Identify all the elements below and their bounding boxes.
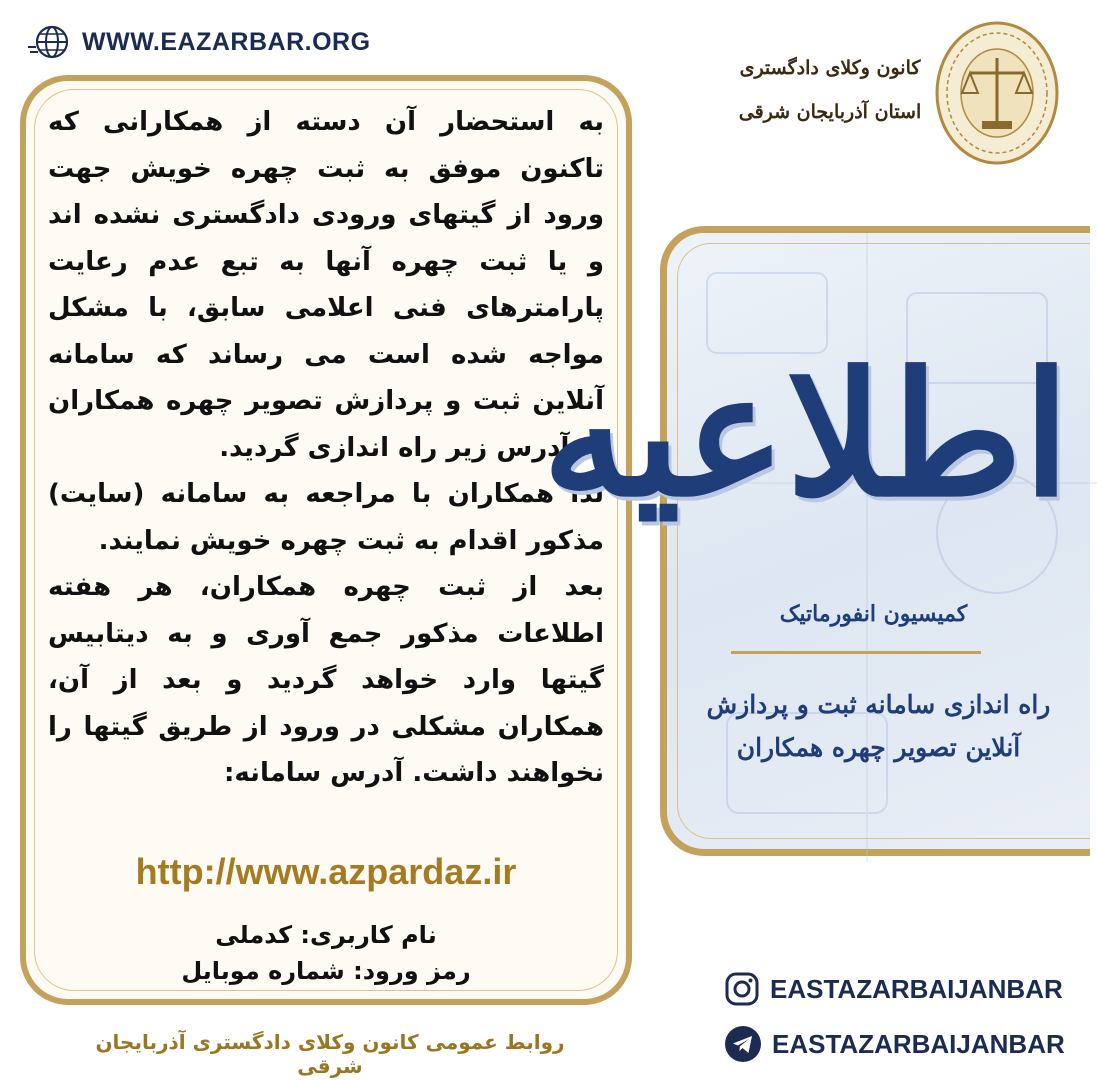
- notice-paragraph: به استحضار آن دسته از همکارانی که تاکنون موفق به ثبت چهره خویش جهت ورود از گیتهای ورودی دادگستری نشده اند و یا ثبت چهره آنها به تبع عدم رعایت پارامترهای فنی اعلامی سابق، با مشکل مواجه شده است می رساند که سامانه آنلاین ثبت و پردازش تصویر چهره همکاران به آدرس زیر راه اندازی گردید.: [48, 107, 604, 463]
- divider: [731, 651, 981, 654]
- notice-paragraph: بعد از ثبت چهره همکاران، هر هفته اطلاعات مذکور جمع آوری و به دیتابیس گیتها وارد خواهد گردید و بعد از آن، همکاران مشکلی در ورود از طریق گیتها را نخواهند داشت. آدرس سامانه:: [48, 572, 604, 788]
- username-hint: نام کاربری: کدملی: [215, 921, 437, 949]
- logo-title: [730, 46, 930, 134]
- commission-name: کمیسیون انفورماتیک: [779, 601, 968, 627]
- scales-of-justice-seal-icon: [932, 18, 1062, 168]
- card-subtitle: راه اندازی سامانه ثبت و پردازش آنلاین تصویر چهره همکاران: [706, 690, 1051, 762]
- telegram-handle[interactable]: [724, 1022, 1065, 1066]
- logo-title-line2: استان آذربایجان شرقی: [738, 101, 922, 123]
- logo-title-line1: کانون وکلای دادگستری: [739, 57, 921, 79]
- system-url-link[interactable]: http://www.azpardaz.ir: [135, 851, 517, 892]
- bar-association-logo: [740, 18, 1062, 168]
- credentials: [26, 917, 626, 989]
- telegram-text: EASTAZARBAIJANBAR: [772, 1028, 1065, 1059]
- notice-paragraph: لذا همکاران با مراجعه به سامانه (سایت) مذکور اقدام به ثبت چهره خویش نمایند.: [48, 479, 604, 556]
- website-url: WWW.EAZARBAR.ORG: [82, 27, 371, 56]
- instagram-icon: [724, 971, 760, 1007]
- website-header[interactable]: [26, 22, 371, 62]
- notice-body: [48, 99, 604, 797]
- announcement-card: [542, 226, 1090, 856]
- notice-panel: [20, 75, 632, 1005]
- footer-credit: روابط عمومی کانون وکلای دادگستری آذربایجان شرقی: [95, 1030, 565, 1078]
- password-hint: رمز ورود: شماره موبایل: [181, 957, 471, 985]
- headline: اطلاعیه: [542, 335, 1070, 535]
- instagram-text: EASTAZARBAIJANBAR: [770, 973, 1063, 1004]
- telegram-icon: [724, 1025, 762, 1063]
- instagram-handle[interactable]: [724, 967, 1063, 1011]
- globe-icon: [26, 25, 72, 59]
